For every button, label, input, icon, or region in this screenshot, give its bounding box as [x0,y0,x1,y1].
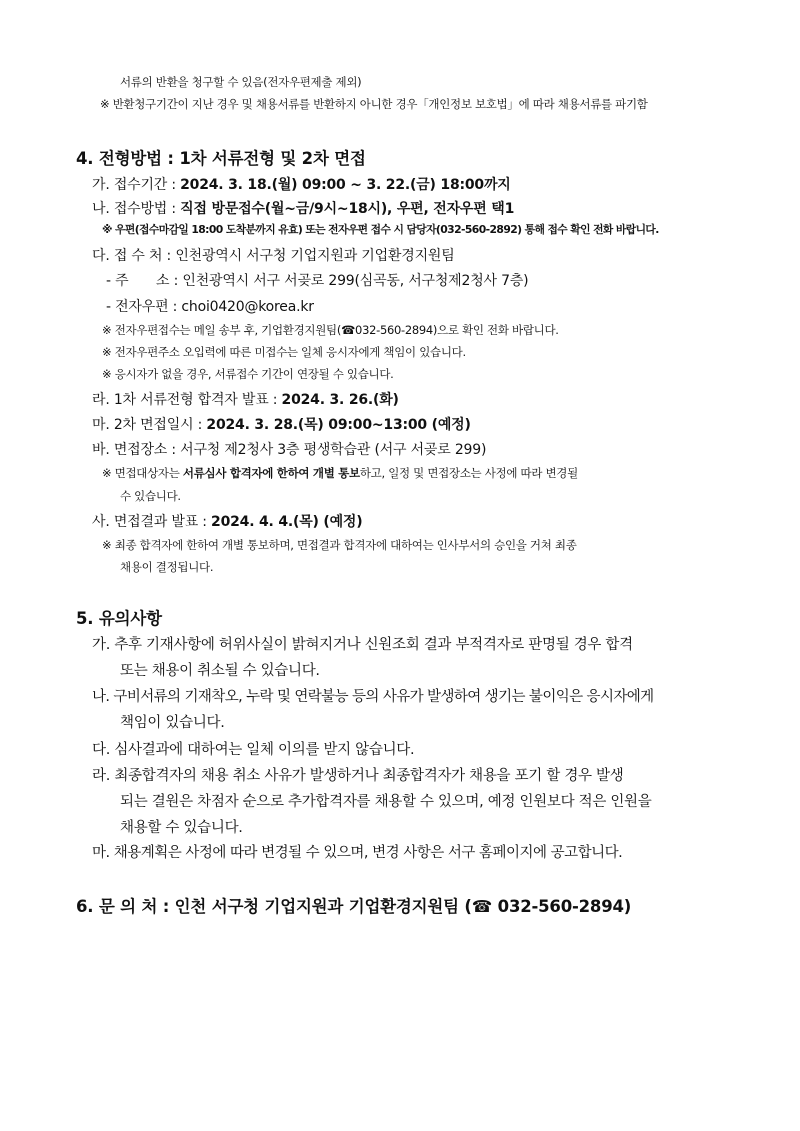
ma-value: 2024. 3. 28.(목) 09:00~13:00 (예정) [206,417,471,433]
section-4-ma [92,414,471,434]
section-5-ra-2: 되는 결원은 차점자 순으로 추가합격자를 채용할 수 있으며, 예정 인원보다 적은 인원을 [120,794,652,810]
ba-note-post: 하고, 일정 및 면접장소는 사정에 따라 변경될 [359,466,578,480]
intro-line-1: 서류의 반환을 청구할 수 있음(전자우편제출 제외) [120,75,362,89]
sa-note-2: 채용이 결정됩니다. [120,560,214,574]
ra-value: 2024. 3. 26.(화) [281,392,399,408]
ra-label: 라. 1차 서류전형 합격자 발표 : [92,392,282,408]
da-note-3: ※ 응시자가 없을 경우, 서류접수 기간이 연장될 수 있습니다. [102,367,394,381]
ba-note-bold: 서류심사 합격자에 한하여 개별 통보 [182,466,360,480]
section-5-ga-1: 가. 추후 기재사항에 허위사실이 밝혀지거나 신원조회 결과 부적격자로 판명될 경우 합격 [92,637,633,653]
ga-label: 가. 접수기간 : [92,177,181,193]
da-email: - 전자우편 : choi0420@korea.kr [106,299,314,315]
na-note: ※ 우편(접수마감일 18:00 도착분까지 유효) 또는 전자우편 접수 시 담당자(032-560-2892) 통해 접수 확인 전화 바랍니다. [102,223,659,236]
da-note-2: ※ 전자우편주소 오입력에 따른 미접수는 일체 응시자에게 책임이 있습니다. [102,345,466,359]
na-value: 직접 방문접수(월~금/9시~18시), 우편, 전자우편 택1 [180,201,515,217]
section-5-ra-3: 채용할 수 있습니다. [120,820,243,836]
section-4-na [92,198,514,218]
section-4-ga [92,174,511,194]
ba-note-cont: 수 있습니다. [120,489,181,503]
section-5-ra-1: 라. 최종합격자의 채용 취소 사유가 발생하거나 최종합격자가 채용을 포기 할 경우 발생 [92,768,624,784]
section-4-sa [92,511,362,531]
section-5-ga-2: 또는 채용이 취소될 수 있습니다. [120,663,320,679]
section-6-heading: 6. 문 의 처 : 인천 서구청 기업지원과 기업환경지원팀 (☎ 032-560-2894) [76,897,632,916]
sa-label: 사. 면접결과 발표 : [92,514,212,530]
na-label: 나. 접수방법 : [92,201,181,217]
section-4-da: 다. 접 수 처 : 인천광역시 서구청 기업지원과 기업환경지원팀 [92,248,455,264]
ba-note-pre: ※ 면접대상자는 [102,466,183,480]
section-4-heading: 4. 전형방법 : 1차 서류전형 및 2차 면접 [76,149,366,168]
section-4-ra [92,389,399,409]
ma-label: 마. 2차 면접일시 : [92,417,207,433]
sa-note-1: ※ 최종 합격자에 한하여 개별 통보하며, 면접결과 합격자에 대하여는 인사부서의 승인을 거쳐 최종 [102,538,577,552]
ba-note [102,465,578,481]
da-address: - 주 소 : 인천광역시 서구 서곶로 299(심곡동, 서구청제2청사 7층) [106,273,529,289]
section-5-da-1: 다. 심사결과에 대하여는 일체 이의를 받지 않습니다. [92,742,415,758]
section-5-na-1: 나. 구비서류의 기재착오, 누락 및 연락불능 등의 사유가 발생하여 생기는 불이익은 응시자에게 [92,689,654,705]
ga-value: 2024. 3. 18.(월) 09:00 ~ 3. 22.(금) 18:00까지 [180,177,511,193]
intro-note-disposal: ※ 반환청구기간이 지난 경우 및 채용서류를 반환하지 아니한 경우「개인정보 보호법」에 따라 채용서류를 파기함 [100,97,648,111]
section-5-heading: 5. 유의사항 [76,609,162,628]
section-5-ma-1: 마. 채용계획은 사정에 따라 변경될 수 있으며, 변경 사항은 서구 홈페이지에 공고합니다. [92,845,623,861]
sa-value: 2024. 4. 4.(목) (예정) [211,514,363,530]
section-5-na-2: 책임이 있습니다. [120,715,225,731]
da-note-1: ※ 전자우편접수는 메일 송부 후, 기업환경지원팀(☎032-560-2894)으로 확인 전화 바랍니다. [102,323,559,337]
section-4-ba: 바. 면접장소 : 서구청 제2청사 3층 평생학습관 (서구 서곶로 299) [92,442,487,458]
